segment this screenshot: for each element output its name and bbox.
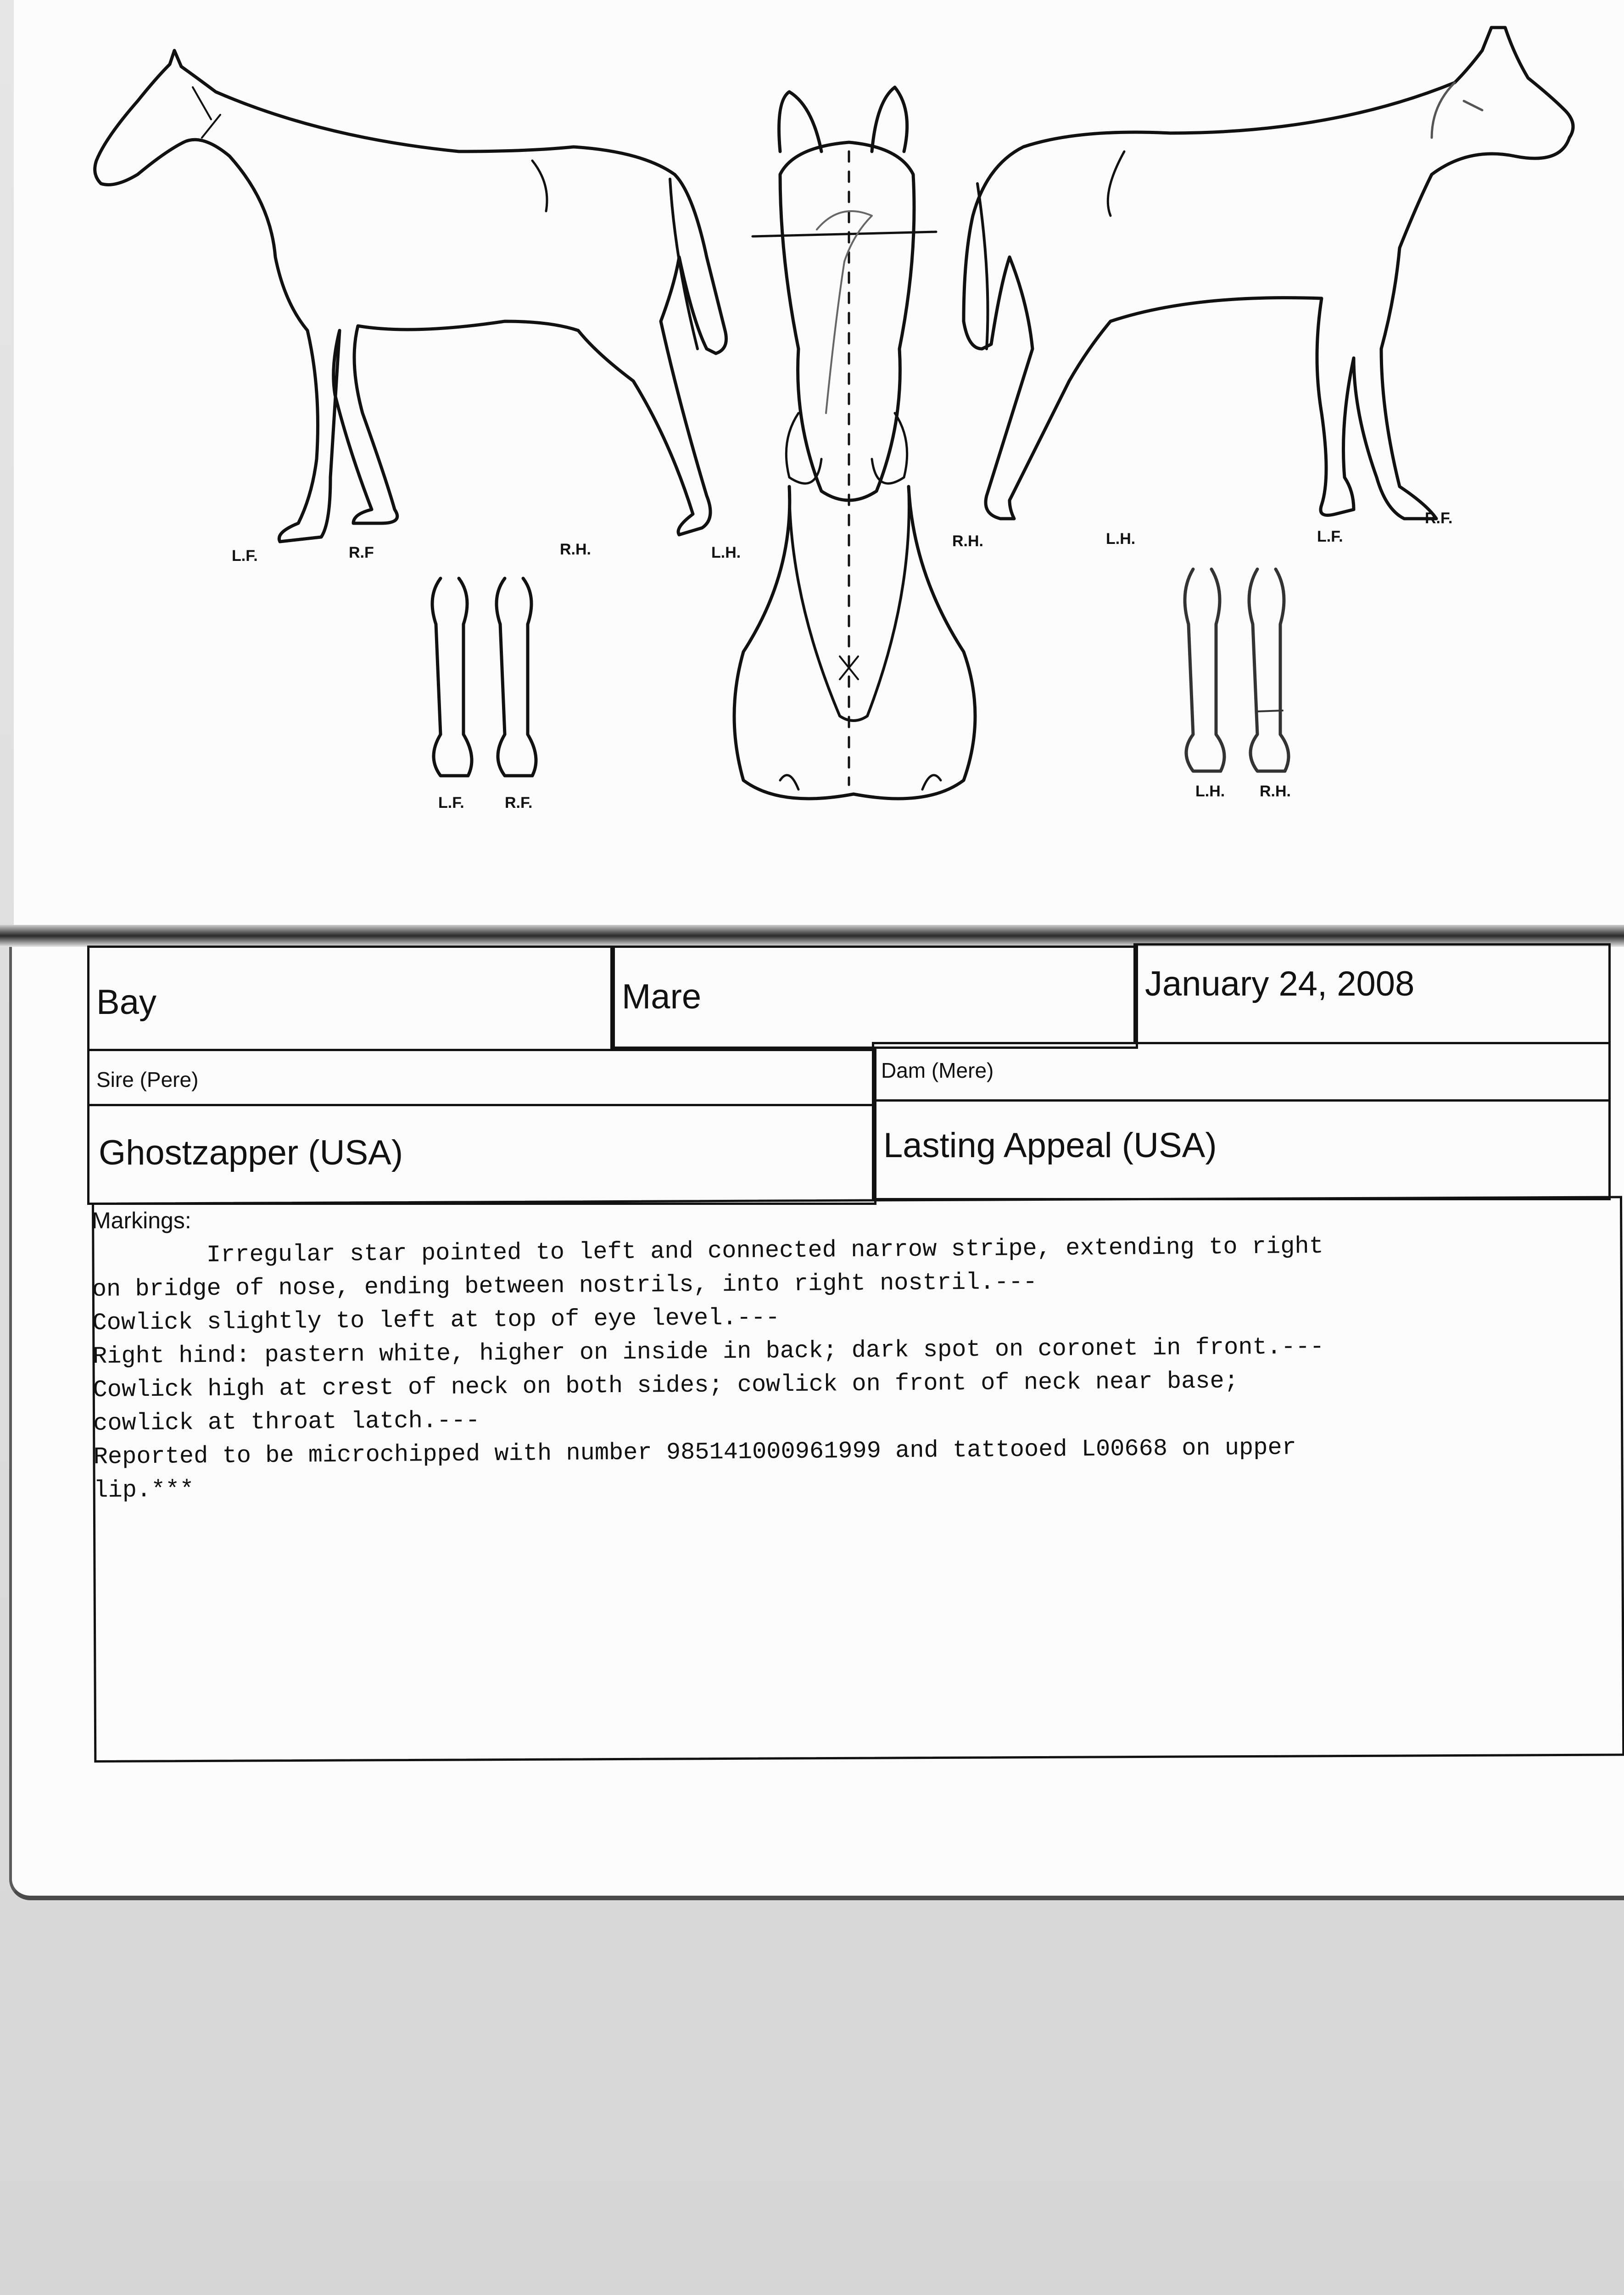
markings-text (92, 1227, 1608, 1507)
sire-value: Ghostzapper (USA) (99, 1133, 403, 1172)
left-horse-label-lh: L.H. (711, 544, 741, 561)
hind-legs-outline (1185, 569, 1291, 800)
left-horse-label-lf: L.F. (232, 547, 258, 565)
dam-value: Lasting Appeal (USA) (883, 1126, 1217, 1165)
sex-value: Mare (622, 977, 702, 1016)
horse-diagram (0, 0, 1624, 918)
markings-line: Irregular star pointed to left and connected narrow stripe, extending to right (92, 1232, 1324, 1270)
right-side-horse-outline (952, 28, 1573, 550)
markings-line: Cowlick slightly to left at top of eye level.--- (92, 1304, 780, 1337)
head-front-view-outline (734, 87, 975, 799)
hind-legs-label-rh: R.H. (1260, 783, 1291, 800)
front-legs-label-rf: R.F. (505, 794, 533, 812)
hind-legs-label-lh: L.H. (1195, 783, 1225, 800)
left-horse-label-rh: R.H. (560, 541, 591, 558)
front-legs-outline (432, 578, 536, 812)
right-horse-label-rh: R.H. (952, 532, 983, 550)
left-side-horse-outline (95, 50, 741, 565)
markings-line: on bridge of nose, ending between nostrils, into right nostril.--- (92, 1268, 1038, 1303)
sire-label: Sire (Pere) (96, 1068, 199, 1092)
color-cell (87, 946, 615, 1051)
markings-line: Reported to be microchipped with number 985141000961999 and tattooed L00668 on upper (93, 1434, 1297, 1471)
left-horse-label-rf: R.F (349, 544, 374, 561)
markings-line: cowlick at throat latch.--- (93, 1407, 480, 1437)
markings-label: Markings: (92, 1208, 191, 1233)
date-value: January 24, 2008 (1145, 964, 1415, 1003)
right-horse-label-lh: L.H. (1106, 530, 1136, 548)
markings-line: lip.*** (94, 1476, 194, 1504)
sire-label-cell (87, 1049, 876, 1106)
markings-line: Cowlick high at crest of neck on both sides; cowlick on front of neck near base; (93, 1367, 1239, 1404)
front-legs-label-lf: L.F. (438, 794, 464, 812)
right-horse-label-rf: R.F. (1425, 509, 1453, 527)
markings-line: Right hind: pastern white, higher on inside in back; dark spot on coronet in front.--- (92, 1333, 1324, 1370)
color-value: Bay (96, 983, 156, 1022)
dam-label: Dam (Mere) (881, 1058, 994, 1082)
right-horse-label-lf: L.F. (1317, 528, 1343, 545)
